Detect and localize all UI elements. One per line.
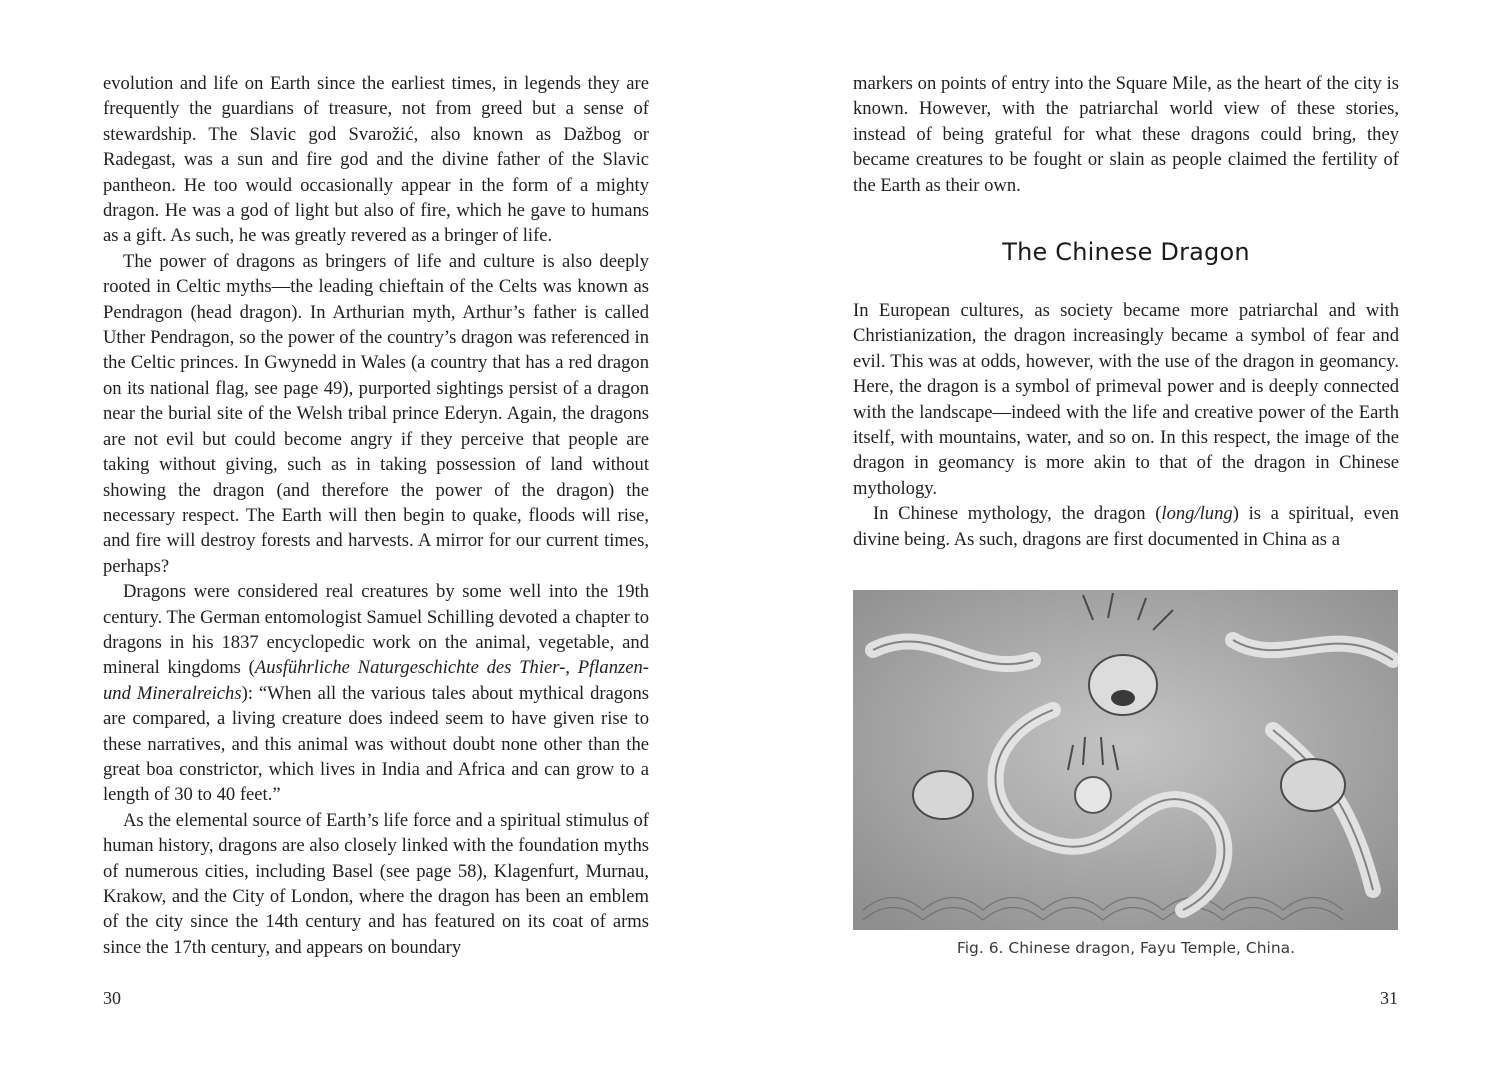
page-number: 31	[1380, 988, 1398, 1008]
figure-caption: Fig. 6. Chinese dragon, Fayu Temple, China.	[956, 939, 1296, 957]
paragraph-text: ) is a spiritual, even divine being. As such, dragons are first documented in China as a	[853, 503, 1399, 550]
right-page-continued	[853, 71, 1399, 198]
right-page	[750, 0, 1500, 1069]
dragon-relief-image	[853, 590, 1398, 930]
right-page-section-body	[853, 298, 1399, 552]
book-title: Ausführliche Naturgeschichte des Thier-, Pflanzen- und Mineralreichs	[103, 657, 649, 704]
paragraph	[103, 579, 649, 808]
paragraph: In European cultures, as society became more patriarchal and with Christianization, the dragon increasingly became a symbol of fear and evil. This was at odds, however, with the use of the dragon in geomancy. Here, the dragon is a symbol of primeval power and is deeply connected with the landscape—indeed with the life and creative power of the Earth itself, with mountains, water, and so on. In this respect, the image of the dragon in geomancy is more akin to that of the dragon in Chinese mythology.	[853, 300, 1399, 499]
paragraph: markers on points of entry into the Square Mile, as the heart of the city is known. However, with the patriarchal world view of these stories, instead of being grateful for what these dragons could bring, they became creatures to be fought or slain as people claimed the fertility of the Earth as their own.	[853, 73, 1399, 196]
paragraph-text: Dragons were considered real creatures by some well into the 19th century. The German entomologist Samuel Schilling devoted a chapter to dragons in his 1837 encyclopedic work on the animal, vegetable, and mineral kingdoms (	[103, 581, 649, 679]
paragraph: evolution and life on Earth since the earliest times, in legends they are frequently the guardians of treasure, not from greed but a sense of stewardship. The Slavic god Svarožić, also known as Dažbog or Radegast, was a sun and fire god and the divine father of the Slavic pantheon. He too would occasionally appear in the form of a mighty dragon. He was a god of light but also of fire, which he gave to humans as a gift. As such, he was greatly revered as a bringer of life.	[103, 73, 649, 247]
left-page-body	[103, 71, 649, 960]
term-italic: long/lung	[1161, 503, 1233, 525]
paragraph-text: In Chinese mythology, the dragon (	[873, 503, 1162, 525]
page-number: 30	[103, 988, 121, 1008]
section-heading: The Chinese Dragon	[1002, 238, 1250, 266]
paragraph-text: ): “When all the various tales about mythical dragons are compared, a living creature does indeed seem to have given rise to these narratives, and this animal was without doubt none other than the great boa constrictor, which lives in India and Africa and can grow to a length of 30 to 40 feet.”	[103, 682, 649, 806]
paragraph: The power of dragons as bringers of life and culture is also deeply rooted in Celtic myths—the leading chieftain of the Celts was known as Pendragon (head dragon). In Arthurian myth, Arthur’s father is called Uther Pendragon, so the power of the country’s dragon was referenced in the Celtic princes. In Gwynedd in Wales (a country that has a red dragon on its national flag, see page 49), purported sightings persist of a dragon near the burial site of the Welsh tribal prince Ederyn. Again, the dragons are not evil but could become angry if they perceive that people are taking without giving, such as in taking possession of land without showing the dragon (and therefore the power of the dragon) the necessary respect. The Earth will then begin to quake, floods will rise, and fire will destroy forests and harvests. A mirror for our current times, perhaps?	[103, 250, 649, 577]
paragraph	[853, 501, 1399, 552]
dragon-relief-photo	[853, 590, 1398, 930]
paragraph: As the elemental source of Earth’s life force and a spiritual stimulus of human history, dragons are also closely linked with the foundation myths of numerous cities, including Basel (see page 58), Klagenfurt, Murnau, Krakow, and the City of London, where the dragon has been an emblem of the city since the 14th century and has featured on its coat of arms since the 17th century, and appears on boundary	[103, 809, 649, 958]
